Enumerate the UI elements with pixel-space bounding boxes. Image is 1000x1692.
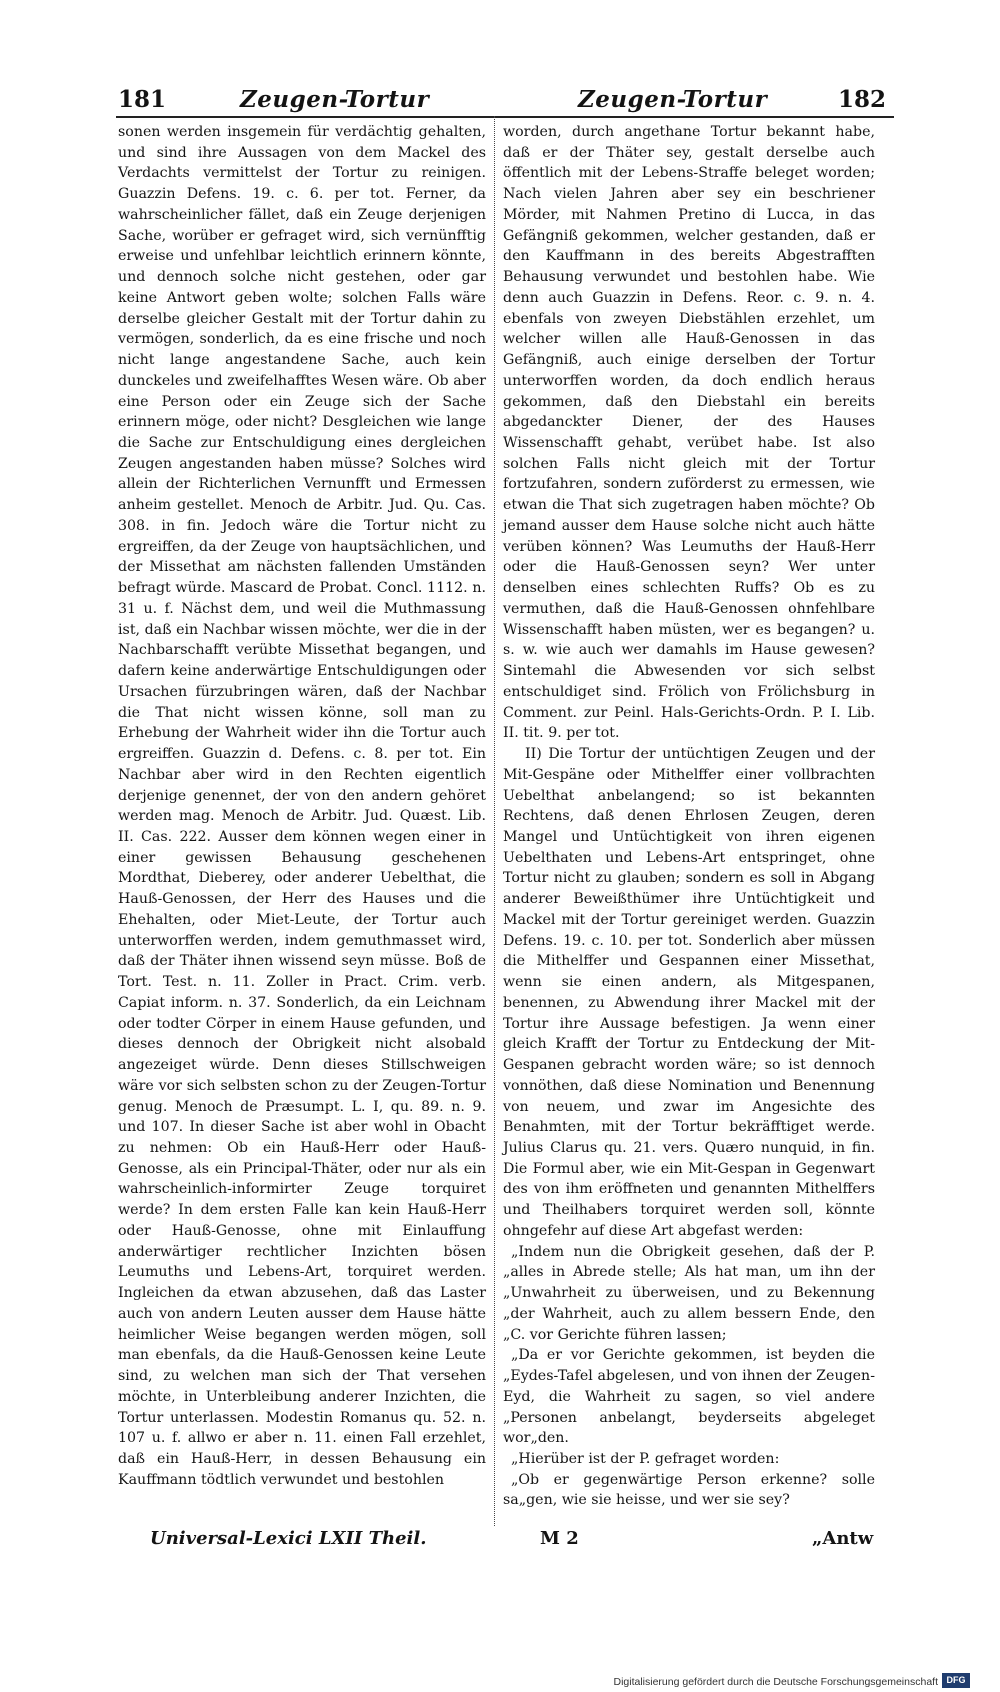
right-paragraph-2: II) Die Tortur der untüchtigen Zeugen und der Mit-Gespäne oder Mithelffer einer vollbrachten Uebelthat anbelangend; so ist bekannten Rechtens, daß denen Ehrlosen Zeugen, deren Mangel und Untüchtigkeit von ihren eigenen Uebelthaten und Lebens-Art entspringet, ohne Tortur nicht zu glauben; sondern es soll in Abgang anderer Beweißthümer ihre Untüchtigkeit und Mackel mit der Tortur gereiniget werden. Guazzin Defens. 19. c. 10. per tot. Sonderlich aber müssen die Mithelffer und Gespannen einer Missethat, wenn sie einen andern, als Mitgespanen, benennen, zu Abwendung ihrer Mackel mit der Tortur ihre Aussage befestigen. Ja wenn einer gleich Krafft der Tortur zu Entdeckung der Mit-Gespanen gebracht worden wäre; so ist dennoch vonnöthen, daß diese Nomination und Benennung von neuem, und zwar im Angesichte des Benahmten, mit der Tortur bekräfftiget werde. Julius Clarus qu. 21. vers. Quæro nunquid, in fin. Die Formul aber, wie ein Mit-Gespan in Gegenwart des von ihm eröffneten und genannten Mithelffers und Theilhabers torquiret werden soll, könnte ohngefehr auf diese Art abgefast werden:	[503, 746, 875, 1239]
left-paragraph-1: sonen werden insgemein für verdächtig gehalten, und sind ihre Aussagen von dem Mackel des Verdachts vermittelst der Tortur zu reinigen. Guazzin Defens. 19. c. 6. per tot. Ferner, da wahrscheinlicher fället, daß ein Zeuge derjenigen Sache, worüber er gefraget wird, sich vernünfftig erweise und unfehlbar leichtlich erinnern könnte, und dennoch solche nicht gestehen, oder gar keine Antwort geben wolte; solchen Falls wäre derselbe gleicher Gestalt mit der Tortur dahin zu vermögen, sonderlich, da es eine frische und noch nicht lange angestandene Sache, auch kein dunckeles und zweifelhafftes Wesen wäre. Ob aber eine Person oder ein Zeuge sich der Sache erinnern möge, oder nicht? Desgleichen wie lange die Sache zur Entschuldigung eines dergleichen Zeugen angestanden haben müsse? Solches wird allein der Richterlichen Vernunfft und Ermessen anheim gestellet. Menoch de Arbitr. Jud. Qu. Cas. 308. in fin. Jedoch wäre die Tortur nicht zu ergreiffen, da der Zeuge von hauptsächlichen, und der Missethat am nächsten fallenden Umständen befragt würde. Mascard de Probat. Concl. 1112. n. 31 u. f. Nächst dem, und weil die Muthmassung ist, daß ein Nachbar wissen möchte, wer die in der Nachbarschafft verübte Missethat begangen, und dafern keine anderwärtige Entschuldigungen oder Ursachen fürzubringen wären, daß der Nachbar die That nicht wissen könne, soll man zu Erhebung der Wahrheit wider ihn die Tortur auch ergreiffen. Guazzin d. Defens. c. 8. per tot. Ein Nachbar aber wird in den Rechten eigentlich derjenige genennet, der von den andern gehöret werden mag. Menoch de Arbitr. Jud. Quæst. Lib. II. Cas. 222. Ausser dem können wegen einer in einer gewissen Behausung geschehenen Mordthat, Dieberey, oder anderer Uebelthat, die Hauß-Genossen, der Herr des Hauses und die Ehehalten, oder Miet-Leute, der Tortur auch unterworffen werden, indem gemuthmasset wird, daß der Thäter ihnen wissend seyn müsse. Boß de Tort. Test. n. 11. Zoller in Pract. Crim. verb. Capiat inform. n. 37. Sonderlich, da ein Leichnam oder todter Cörper in einem Hause gefunden, und dieses dennoch der Obrigkeit nicht alsobald angezeiget würde. Denn dieses Stillschweigen wäre vor sich selbsten schon zu der Zeugen-Tortur genug. Menoch de Præsumpt. L. I, qu. 89. n. 9. und 107. In dieser Sache ist aber wohl in Obacht zu nehmen: Ob ein Hauß-Herr oder Hauß-Genosse, als ein Principal-Thäter, oder nur als ein wahrscheinlich-informirter Zeuge torquiret werde? In dem ersten Falle kan kein Hauß-Herr oder Hauß-Genosse, ohne mit Einlauffung anderwärtiger rechtlicher Inzichten bösen Leumuths und Lebens-Art, torquiret werden. Ingleichen da etwan abzusehen, daß das Laster auch von andern Leuten ausser dem Hause hätte heimlicher Weise begangen werden mögen, soll man ebenfals, da die Hauß-Genossen keine Leute sind, zu welchen man sich der That versehen möchte, in Unterbleibung anderer Inzichten, die Tortur unterlassen. Modestin Romanus qu. 52. n. 107 u. f. allwo er aber n. 11. einen Fall erzehlet, daß ein Hauß-Herr, in dessen Behausung ein Kauffmann tödtlich verwundet und bestohlen	[118, 124, 486, 1488]
right-quote-1: „Indem nun die Obrigkeit gesehen, daß der P. „alles in Abrede stelle; Als hat man, um ihn der „Unwahrheit zu überweisen, und zu Bekennung „der Wahrheit, auch zu allem bessern Ende, den „C. vor Gerichte führen lassen;	[503, 1243, 875, 1343]
right-page-number: 182	[838, 86, 887, 113]
volume-signature: Universal-Lexici LXII Theil.	[150, 1528, 427, 1549]
catchword: „Antw	[812, 1528, 874, 1549]
left-running-head: Zeugen-Tortur	[240, 86, 430, 113]
digitization-note: Digitalisierung gefördert durch die Deutsche Forschungsgemeinschaft	[613, 1676, 938, 1688]
right-quote-3: „Hierüber ist der P. gefraget worden:	[511, 1451, 780, 1467]
header-rule	[116, 116, 894, 118]
right-quote-2: „Da er vor Gerichte gekommen, ist beyden die „Eydes-Tafel abgelesen, und von ihnen der Zeugen-Eyd, die Wahrheit zu sagen, so viel andere „Personen anbelangt, beyderseits abgeleget wor„den.	[503, 1347, 875, 1447]
right-quote-4: „Ob er gegenwärtige Person erkenne? solle sa„gen, wie sie heisse, und wer sie sey?	[503, 1471, 875, 1509]
right-running-head: Zeugen-Tortur	[578, 86, 768, 113]
column-divider	[494, 116, 495, 1526]
dfg-logo-icon: DFG	[942, 1673, 970, 1688]
left-page-number: 181	[118, 86, 167, 113]
right-paragraph-1: worden, durch angethane Tortur bekannt habe, daß er der Thäter sey, gestalt derselbe auch öffentlich mit der Lebens-Straffe beleget worden; Nach vielen Jahren aber sey ein beschriener Mörder, mit Nahmen Pretino di Lucca, in das Gefängniß gekommen, welcher gestanden, daß er den Kauffmann in des bereits Abgestrafften Behausung verwundet und bestohlen habe. Wie denn auch Guazzin in Defens. Reor. c. 9. n. 4. ebenfals von zweyen Diebstählen erzehlet, um welcher willen alle Hauß-Genossen in das Gefängniß, auch einige derselben der Tortur unterworffen worden, da doch endlich heraus gekommen, daß den Diebstahl ein bereits abgedanckter Diener, der des Hauses Wissenschafft gehabt, verübet habe. Ist also solchen Falls nicht gleich mit der Tortur fortzufahren, sondern zuförderst zu ermessen, wie etwan die That sich zugetragen haben möchte? Ob jemand ausser dem Hause solche nicht auch hätte verüben können? Was Leumuths der Hauß-Herr oder die Hauß-Genossen seyn? Wer unter denselben eines schlechten Ruffs? Ob es zu vermuthen, daß die Hauß-Genossen ohnfehlbare Wissenschafft haben müsten, wer es begangen? u. s. w. wie auch wer damahls im Hause gewesen? Sintemahl die Abwesenden vor sich selbst entschuldiget sind. Frölich von Frölichsburg in Comment. zur Peinl. Hals-Gerichts-Ordn. P. I. Lib. II. tit. 9. per tot.	[503, 124, 875, 742]
right-column	[503, 122, 875, 1511]
signature-mark: M 2	[540, 1528, 579, 1549]
left-column	[118, 122, 486, 1490]
